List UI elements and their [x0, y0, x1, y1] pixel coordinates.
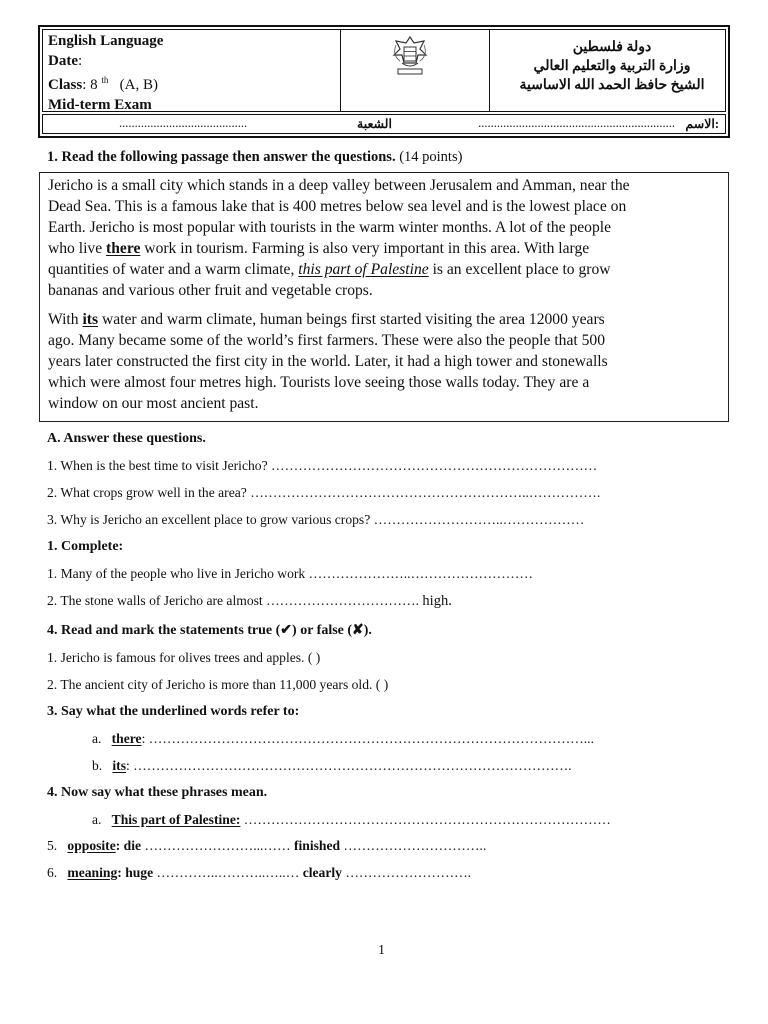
opposite-item[interactable]: 5. opposite: die ……………………...…… finished …………………………..	[47, 838, 487, 853]
name-field[interactable]: ...............................................................	[478, 116, 675, 130]
meaning-row-item[interactable]: 6. meaning: huge …………..………..…..… clearly ……………………….	[47, 865, 472, 880]
underlined-its: its	[82, 311, 99, 328]
question-item[interactable]: 1. When is the best time to visit Jericho? ………………………………………………………………	[47, 458, 598, 473]
section-label: الشعبة	[357, 117, 392, 131]
question-item[interactable]: 3. Why is Jericho an excellent place to grow various crops? ………………………..………………	[47, 512, 585, 527]
complete-title: 1. Complete:	[47, 539, 124, 554]
passage-line: Earth. Jericho is most popular with tourists in the warm winter months. A lot of the people	[48, 219, 612, 236]
true-false-title: 4. Read and mark the statements true (✔) or false (✘).	[47, 623, 372, 638]
refer-title: 3. Say what the underlined words refer to:	[47, 704, 300, 719]
reading-passage	[39, 172, 729, 422]
divider	[489, 30, 490, 111]
true-false-item[interactable]: 2. The ancient city of Jericho is more than 11,000 years old. ( )	[47, 677, 389, 692]
page-number: 1	[378, 943, 385, 958]
passage-line: ago. Many became some of the world’s first farmers. These were also the people that 500	[48, 332, 606, 349]
name-section-row	[42, 114, 726, 134]
refer-item-its[interactable]: b. its: …………………………………………………………………………………….	[92, 758, 572, 773]
exam-type: Mid-term Exam	[48, 96, 152, 113]
passage-line: bananas and various other fruit and vegetable crops.	[48, 282, 373, 299]
section-a-title: A. Answer these questions.	[47, 431, 206, 446]
class-line: Class: 8 $^{th}$ (A, B)	[48, 75, 158, 93]
passage-line: which were almost four metres high. Tourists love seeing those walls today. They are a	[48, 374, 590, 391]
passage-line: With its water and warm climate, human beings first started visiting the area 12000 years	[48, 311, 605, 328]
arabic-ministry: وزارة التربية والتعليم العالي	[533, 59, 691, 74]
section-field[interactable]: .........................................	[119, 116, 248, 130]
arabic-school: الشيخ حافظ الحمد الله الاساسية	[519, 78, 705, 93]
underlined-phrase: this part of Palestine	[298, 261, 429, 278]
true-false-item[interactable]: 1. Jericho is famous for olives trees and apples. ( )	[47, 650, 321, 665]
underlined-there: there	[106, 240, 141, 257]
passage-line: Dead Sea. This is a famous lake that is 400 metres below sea level and is the lowest place on	[48, 198, 627, 215]
passage-line: years later constructed the first city in the world. Later, it had a high tower and stonewalls	[48, 353, 608, 370]
meaning-title: 4. Now say what these phrases mean.	[47, 785, 268, 800]
passage-line: Jericho is a small city which stands in a deep valley between Jerusalem and Amman, near the	[48, 177, 630, 194]
passage-paragraph-1	[48, 175, 722, 301]
question-item[interactable]: 2. What crops grow well in the area? ……………………………………………………..…………….	[47, 485, 601, 500]
complete-item[interactable]: 1. Many of the people who live in Jericho work …………………..………………………	[47, 566, 533, 581]
q1-title: 1. Read the following passage then answer the questions. (14 points)	[47, 149, 463, 165]
header-info-box	[42, 29, 726, 112]
header-left	[48, 32, 163, 115]
passage-line: quantities of water and a warm climate, this part of Palestine is an excellent place to grow	[48, 261, 611, 278]
meaning-item[interactable]: a. This part of Palestine: ………………………………………………………………………	[92, 812, 611, 827]
date-line: Date:	[48, 52, 83, 69]
header-right-arabic	[517, 38, 707, 95]
passage-line: who live there work in tourism. Farming is also very important in this area. With large	[48, 240, 590, 257]
name-label: الاسم:	[685, 117, 719, 131]
palestine-emblem-icon	[390, 33, 430, 79]
divider	[340, 30, 341, 111]
passage-line: window on our most ancient past.	[48, 395, 259, 412]
passage-paragraph-2	[48, 309, 722, 414]
refer-item-there[interactable]: a. there: ……………………………………………………………………………………...	[92, 731, 594, 746]
arabic-state: دولة فلسطين	[572, 40, 652, 55]
complete-item[interactable]: 2. The stone walls of Jericho are almost ……………………………. high.	[47, 593, 452, 609]
subject: English Language	[48, 33, 164, 49]
